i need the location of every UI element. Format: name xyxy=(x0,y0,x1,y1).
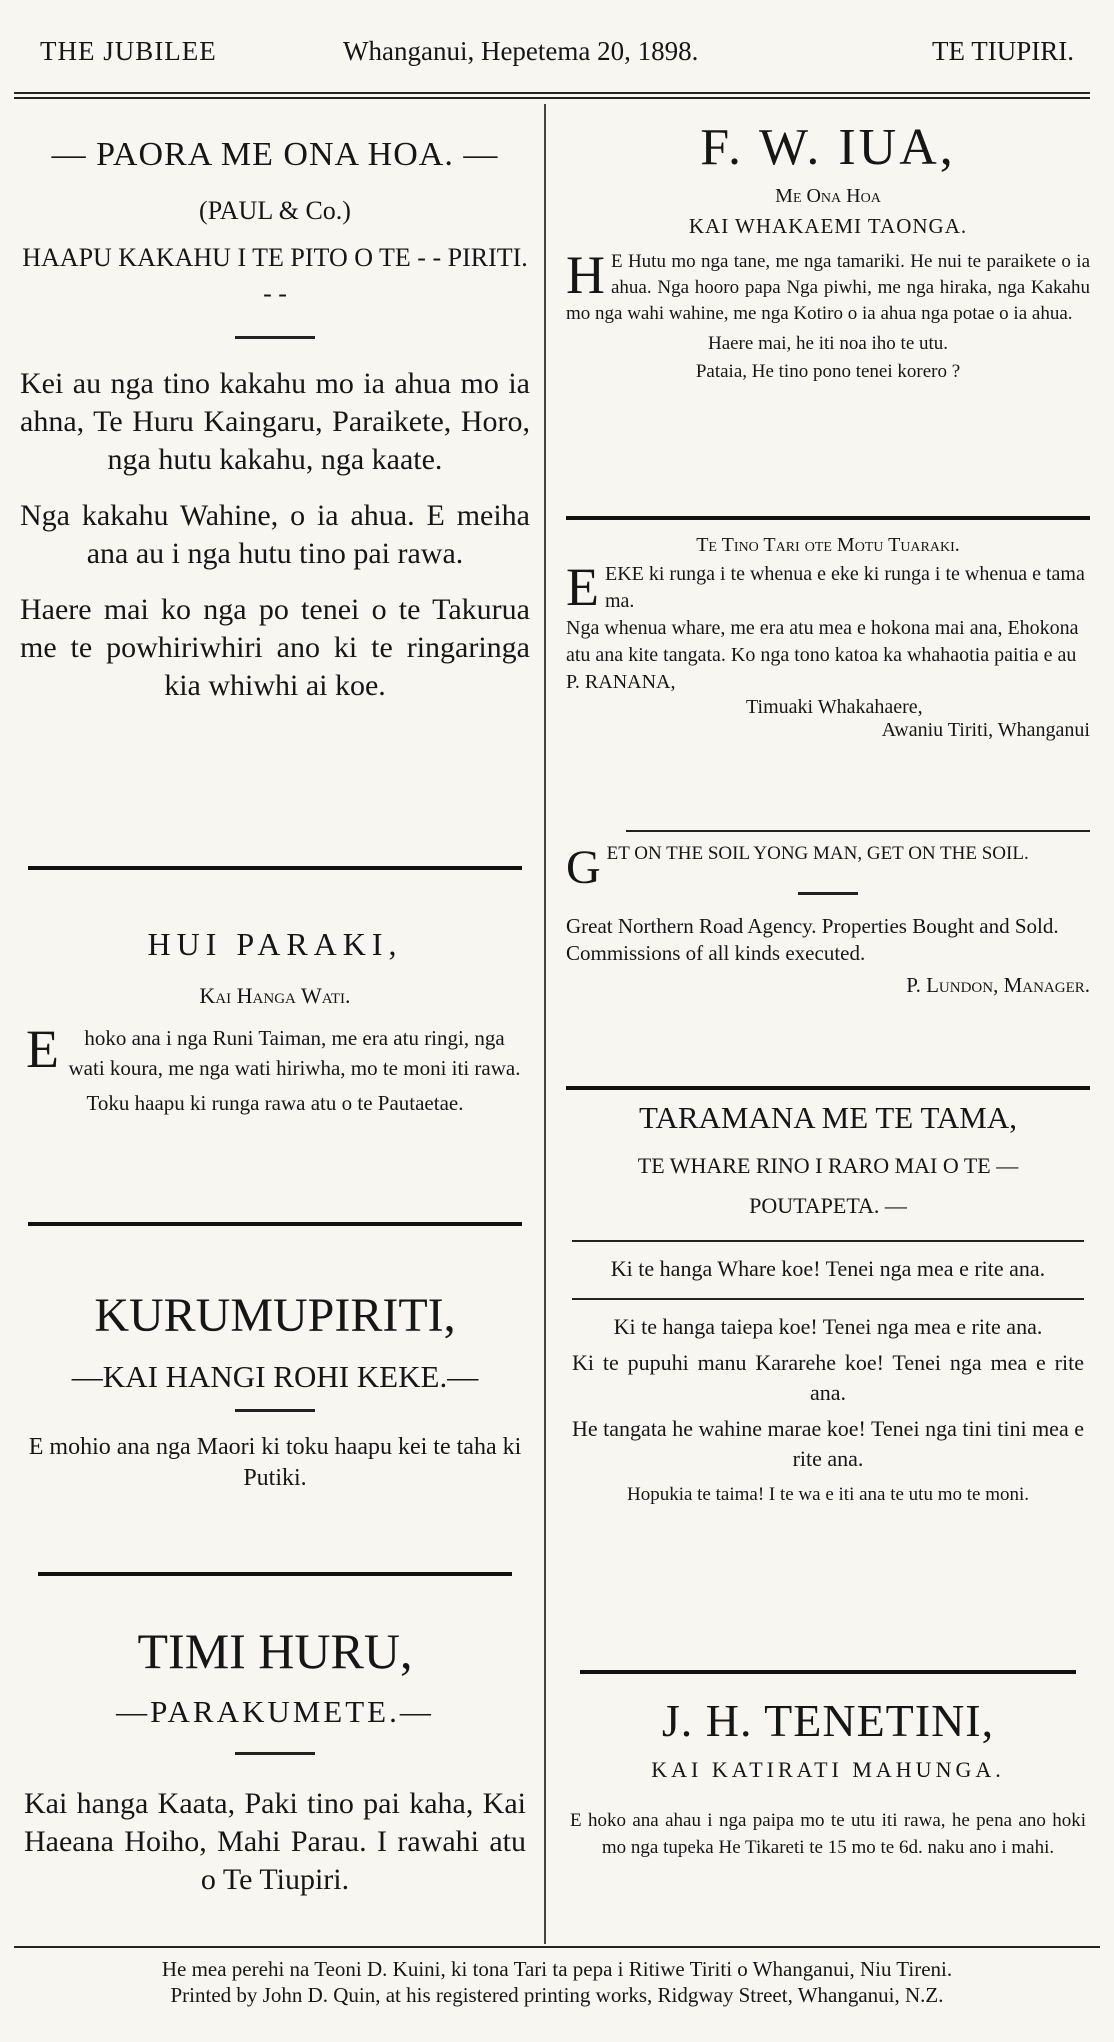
ad-tenetini-title: J. H. TENETINI, xyxy=(661,1695,995,1746)
ad-tari-sig2: Awaniu Tiriti, Whanganui xyxy=(881,719,1090,741)
ad-tenetini-sub: KAI KATIRATI MAHUNGA. xyxy=(651,1757,1005,1782)
ad-fw-dropcap: H xyxy=(566,245,605,305)
masthead-left: THE JUBILEE xyxy=(40,36,217,66)
ad-soil-rule xyxy=(798,892,858,895)
ad-kurumu-p1: E mohio ana nga Maori ki toku haapu kei te taha ki Putiki. xyxy=(28,1434,522,1491)
ad-fw-p2: Haere mai, he iti noa iho te utu. xyxy=(707,333,949,354)
ad-tari-sig1: Timuaki Whakahaere, xyxy=(746,696,923,718)
ad-paora-rule xyxy=(235,336,315,339)
ad-hui-p2: Toku haapu ki runga rawa atu o te Pautaetae. xyxy=(86,1091,464,1115)
ad-tari xyxy=(566,534,1090,742)
imprint xyxy=(0,1956,1114,2008)
ad-fw-line: KAI WHAKAEMI TAONGA. xyxy=(688,214,968,238)
ad-soil-title: ET ON THE SOIL YONG MAN, GET ON THE SOIL. xyxy=(606,843,1029,864)
ad-taramana-rule-2 xyxy=(572,1298,1084,1300)
right-divider-4 xyxy=(580,1670,1076,1674)
ad-paora-p1: Kei au nga tino kakahu mo ia ahua mo ia ahna, Te Huru Kaingaru, Paraikete, Horo, nga hutu kakahu, nga kaate. xyxy=(20,367,530,476)
ad-fw-title: F. W. IUA, xyxy=(700,119,956,176)
ad-taramana-title: TARAMANA ME TE TAMA, xyxy=(639,1100,1017,1135)
ad-hui-title: HUI PARAKI, xyxy=(147,926,403,962)
ad-tenetini-p1: E hoko ana ahau i nga paipa mo te utu iti rawa, he pena ano hoki mo nga tupeka He Tikareti te 15 mo te 6d. naku ano i mahi. xyxy=(570,1810,1086,1858)
ad-taramana-l3: Ki te pupuhi manu Kararehe koe! Tenei nga mea e rite ana. xyxy=(572,1350,1084,1405)
column-divider xyxy=(544,104,546,1944)
ad-tari-p2: Nga whenua whare, me era atu mea e hokona mai ana, Ehokona atu ana kite tangata. Ko nga tono katoa ka whahaotia paitia e au P. RANANA, xyxy=(566,617,1079,693)
left-column xyxy=(14,0,536,1960)
masthead-dateline: Whanganui, Hepetema 20, 1898. xyxy=(343,36,699,66)
ad-fw-sub: Me Ona Hoa xyxy=(775,185,881,207)
ad-taramana-l5: Hopukia te taima! I te wa e iti ana te utu mo te moni. xyxy=(626,1484,1030,1505)
ad-timi xyxy=(14,1622,536,1899)
ad-hui xyxy=(14,926,536,1116)
ad-kurumu xyxy=(14,1288,536,1494)
ad-taramana-sub: TE WHARE RINO I RARO MAI O TE — POUTAPETA. — xyxy=(637,1153,1019,1218)
ad-soil-sig: P. Lundon, Manager. xyxy=(906,973,1090,997)
ad-soil-p1: Great Northern Road Agency. Properties Bought and Sold. Commissions of all kinds executed. xyxy=(566,914,1059,965)
ad-kurumu-title: KURUMUPIRITI, xyxy=(94,1289,456,1342)
ad-taramana-l1: Ki te hanga Whare koe! Tenei nga mea e rite ana. xyxy=(610,1256,1046,1281)
imprint-english: Printed by John D. Quin, at his registered printing works, Ridgway Street, Whanganui, N.Z. xyxy=(170,1983,944,2007)
right-column xyxy=(566,0,1090,1960)
ad-paora-title: — PAORA ME ONA HOA. — xyxy=(51,136,499,173)
ad-hui-dropcap: E xyxy=(26,1019,59,1079)
left-divider-2 xyxy=(28,1222,522,1226)
right-divider-1 xyxy=(566,516,1090,520)
ad-timi-title: TIMI HURU, xyxy=(137,1623,413,1679)
ad-timi-sub: —PARAKUMETE.— xyxy=(116,1694,434,1729)
left-divider-3 xyxy=(38,1572,512,1576)
right-divider-2 xyxy=(626,830,1090,832)
ad-paora-p3: Haere mai ko nga po tenei o te Takurua me te powhiriwhiri ano ki te ringaringa kia whiwhi ai koe. xyxy=(20,593,530,702)
left-divider-1 xyxy=(28,866,522,870)
footer-rule xyxy=(14,1946,1100,1948)
ad-paora-line: HAAPU KAKAHU I TE PITO O TE - - PIRITI. - - xyxy=(22,243,528,308)
ad-tari-p1: EKE ki runga i te whenua e eke ki runga i te whenua e tama ma. xyxy=(605,563,1085,612)
ad-fw xyxy=(566,118,1090,383)
ad-paora-p2: Nga kakahu Wahine, o ia ahua. E meiha ana au i nga hutu tino pai rawa. xyxy=(20,499,530,570)
ad-taramana-rule-1 xyxy=(572,1240,1084,1242)
ad-soil-dropcap: G xyxy=(566,841,601,894)
masthead-right: TE TIUPIRI. xyxy=(932,36,1074,66)
ad-tenetini xyxy=(566,1694,1090,1861)
ad-timi-rule xyxy=(235,1752,315,1755)
ad-paora xyxy=(14,136,536,705)
ad-fw-p1: E Hutu mo nga tane, me nga tamariki. He nui te paraikete o ia ahua. Nga hooro papa Nga piwhi, me nga hiraka, nga Kakahu mo nga wahi wahine, me nga Kotiro o ia ahua nga potae o ia ahua. xyxy=(566,251,1090,324)
ad-taramana xyxy=(566,1100,1090,1508)
ad-kurumu-rule xyxy=(235,1409,315,1412)
ad-timi-p1: Kai hanga Kaata, Paki tino pai kaha, Kai Haeana Hoiho, Mahi Parau. I rawahi atu o Te Tiupiri. xyxy=(24,1787,526,1896)
imprint-maori: He mea perehi na Teoni D. Kuini, ki tona Tari ta pepa i Ritiwe Tiriti o Whanganui, Niu Tireni. xyxy=(161,1957,953,1981)
ad-paora-sub: (PAUL & Co.) xyxy=(199,196,351,225)
ad-tari-dropcap: E xyxy=(566,557,599,617)
ad-kurumu-sub: —KAI HANGI ROHI KEKE.— xyxy=(71,1359,479,1394)
ad-taramana-l2: Ki te hanga taiepa koe! Tenei nga mea e rite ana. xyxy=(613,1314,1043,1339)
right-divider-3 xyxy=(566,1086,1090,1090)
ad-hui-sub: Kai Hanga Wati. xyxy=(199,983,351,1008)
ad-hui-p1: hoko ana i nga Runi Taiman, me era atu ringi, nga wati koura, me nga wati hiriwha, mo te moni iti rawa. xyxy=(68,1026,521,1080)
ad-soil xyxy=(566,842,1090,998)
ad-fw-p3: Pataia, He tino pono tenei korero ? xyxy=(695,361,961,382)
ad-taramana-l4: He tangata he wahine marae koe! Tenei nga tini tini mea e rite ana. xyxy=(572,1416,1084,1471)
ad-tari-title: Te Tino Tari ote Motu Tuaraki. xyxy=(696,534,960,556)
